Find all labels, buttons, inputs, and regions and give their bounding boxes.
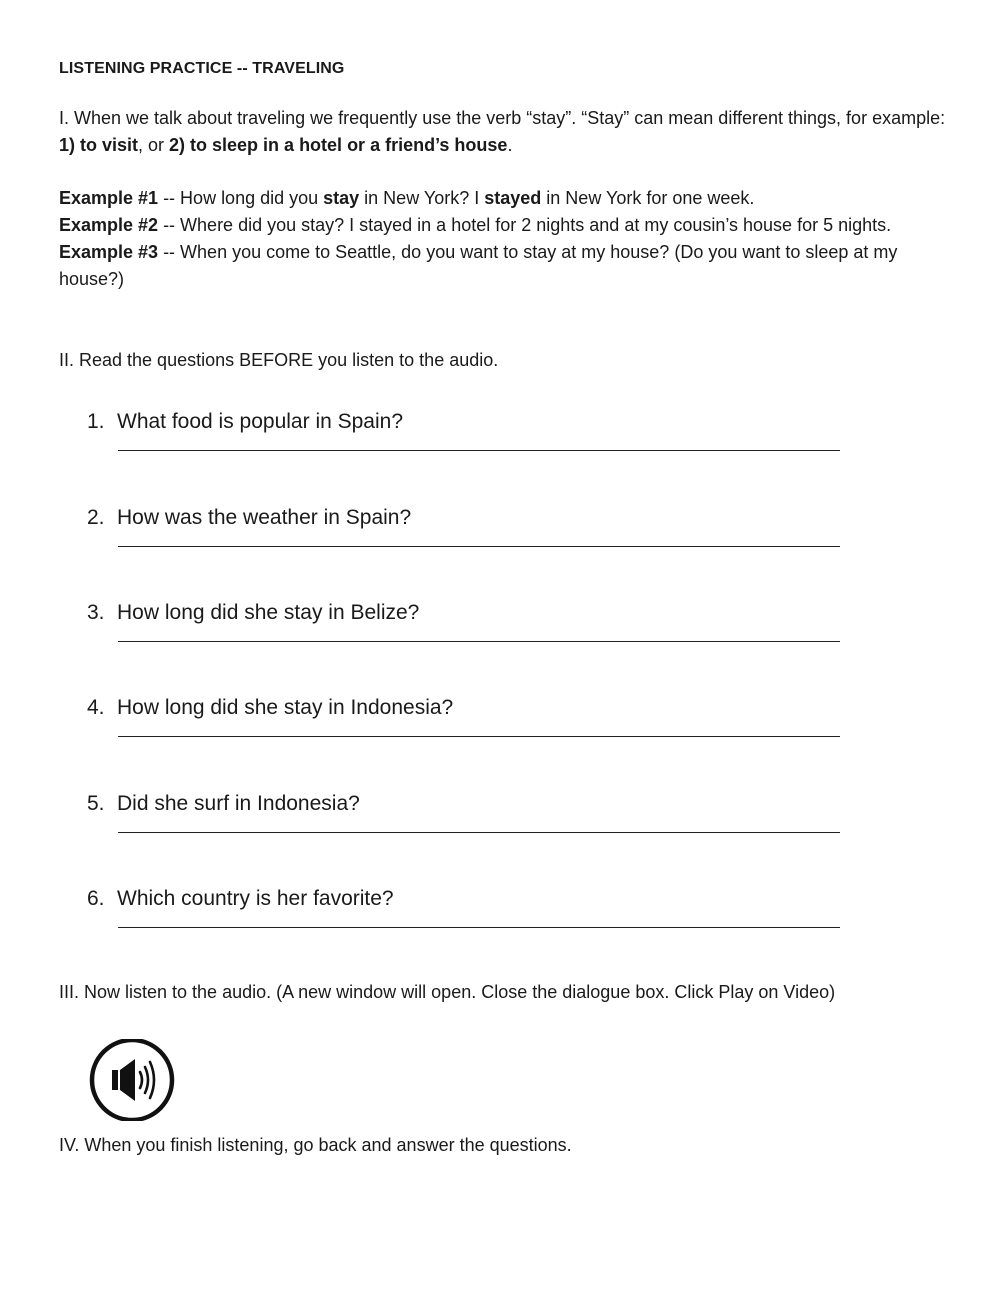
answer-line-1[interactable] — [118, 450, 840, 451]
question-text: Did she surf in Indonesia? — [117, 792, 360, 815]
example-text: in New York? I — [359, 188, 485, 208]
meaning-sleep: 2) to sleep in a hotel or a friend’s house — [169, 135, 508, 155]
example-text: -- When you come to Seattle, do you want to stay at my house? (Do you want to sleep at my house?) — [59, 242, 898, 289]
section-2-instructions: II. Read the questions BEFORE you listen to the audio. — [59, 350, 499, 370]
question-5 — [87, 791, 360, 817]
question-6 — [87, 886, 394, 912]
example-text: in New York for one week. — [541, 188, 755, 208]
example-text: -- How long did you — [158, 188, 324, 208]
answer-line-3[interactable] — [118, 641, 840, 642]
answer-line-2[interactable] — [118, 546, 840, 547]
question-number: 4. — [87, 696, 105, 719]
question-text: Which country is her favorite? — [117, 887, 394, 910]
question-4 — [87, 695, 453, 721]
question-text: How was the weather in Spain? — [117, 506, 412, 529]
example-keyword: stay — [323, 188, 360, 208]
intro-paragraph — [59, 105, 949, 159]
answer-line-6[interactable] — [118, 927, 840, 928]
answer-line-5[interactable] — [118, 832, 840, 833]
intro-text: , or — [138, 135, 170, 155]
question-text: How long did she stay in Indonesia? — [117, 696, 454, 719]
intro-text: . — [507, 135, 513, 155]
examples-block — [59, 185, 949, 293]
section-3-instructions: III. Now listen to the audio. (A new window will open. Close the dialogue box. Click Play on Video) — [59, 982, 836, 1002]
question-number: 5. — [87, 792, 105, 815]
question-number: 6. — [87, 887, 105, 910]
question-1 — [87, 409, 403, 435]
answer-line-4[interactable] — [118, 736, 840, 737]
speaker-icon[interactable] — [89, 1039, 175, 1121]
question-number: 2. — [87, 506, 105, 529]
example-text: -- Where did you stay? I stayed in a hotel for 2 nights and at my cousin’s house for 5 nights. — [158, 215, 892, 235]
question-number: 1. — [87, 410, 105, 433]
section-4-instructions: IV. When you finish listening, go back and answer the questions. — [59, 1135, 572, 1155]
example-label: Example #1 — [59, 188, 159, 208]
example-label: Example #3 — [59, 242, 159, 262]
intro-text: I. When we talk about traveling we frequently use the verb “stay”. “Stay” can mean different things, for example: — [59, 108, 946, 128]
question-3 — [87, 600, 419, 626]
example-2 — [59, 212, 949, 239]
example-1 — [59, 185, 949, 212]
example-3 — [59, 239, 949, 293]
question-text: What food is popular in Spain? — [117, 410, 404, 433]
question-number: 3. — [87, 601, 105, 624]
example-keyword: stayed — [484, 188, 542, 208]
meaning-visit: 1) to visit — [59, 135, 139, 155]
example-label: Example #2 — [59, 215, 159, 235]
question-text: How long did she stay in Belize? — [117, 601, 420, 624]
question-2 — [87, 505, 411, 531]
page-title: LISTENING PRACTICE -- TRAVELING — [59, 60, 345, 77]
